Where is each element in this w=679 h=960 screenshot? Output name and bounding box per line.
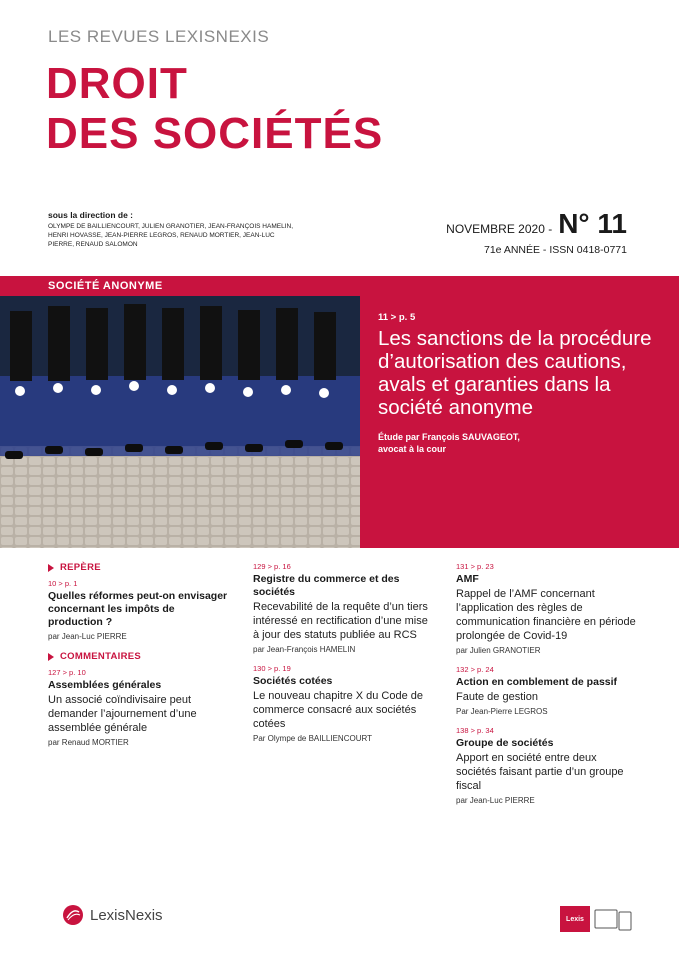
entry-ref: 132 > p. 24: [456, 665, 494, 674]
entry-ref: 127 > p. 10: [48, 668, 86, 677]
issue-number: N° 11: [558, 208, 627, 239]
entry-ref: 129 > p. 16: [253, 562, 291, 571]
toc-column-3: [456, 562, 636, 815]
entry-summary: Un associé coïndivisaire peut demander l’ajournement d’une assemblée générale: [48, 694, 197, 734]
category-commentaires: COMMENTAIRES: [48, 651, 228, 662]
toc-entry[interactable]: [48, 579, 228, 641]
feature-byline: [378, 431, 668, 455]
direction-lead: sous la direction de :: [48, 210, 134, 220]
triangle-icon: [48, 564, 54, 572]
feature-headline: Les sanctions de la procédure d’autorisation des cautions, avals et garanties dans la société anonyme: [378, 327, 652, 419]
entry-author: Par Olympe de BAILLIENCOURT: [253, 734, 373, 743]
issue-info: [446, 208, 627, 256]
entry-summary: Le nouveau chapitre X du Code de commerce consacré aux sociétés cotées: [253, 690, 424, 730]
entry-author: par Jean-François HAMELIN: [253, 645, 356, 654]
toc-entry[interactable]: [253, 562, 433, 654]
toc-entry[interactable]: [456, 665, 636, 716]
entry-title: Sociétés cotées: [253, 675, 333, 687]
toc-entry[interactable]: [48, 668, 228, 747]
entry-summary: Recevabilité de la requête d’un tiers intéressé en rectification d’une mise à jour des statuts publiée au RCS: [253, 601, 428, 641]
logo-text: LexisNexis: [90, 906, 163, 924]
entry-title: AMF: [456, 573, 479, 585]
category-repere: REPÈRE: [48, 562, 228, 573]
entry-author: par Julien GRANOTIER: [456, 646, 541, 655]
entry-summary: Faute de gestion: [456, 691, 538, 703]
toc-entry[interactable]: [456, 726, 636, 805]
entry-ref: 10 > p. 1: [48, 579, 78, 588]
lexis-badge: Lexis: [560, 906, 590, 932]
entry-author: par Jean-Luc PIERRE: [48, 632, 127, 641]
entry-author: par Renaud MORTIER: [48, 738, 129, 747]
entry-author: Par Jean-Pierre LEGROS: [456, 707, 548, 716]
lexisnexis-logo: [62, 904, 163, 926]
entry-title: Groupe de sociétés: [456, 737, 554, 749]
magazine-title-line1: DROIT: [46, 59, 188, 108]
device-badges: [560, 906, 634, 932]
toc-column-2: [253, 562, 433, 753]
entry-summary: Apport en société entre deux sociétés faisant partie d’un groupe fiscal: [456, 752, 624, 792]
triangle-icon: [48, 653, 54, 661]
entry-summary: Rappel de l’AMF concernant l’application des règles de communication financière en période prolongée de Covid-19: [456, 588, 636, 642]
section-label: SOCIÉTÉ ANONYME: [48, 280, 163, 292]
toc-entry[interactable]: [456, 562, 636, 655]
feature-author: Étude par François SAUVAGEOT,: [378, 432, 520, 442]
toc-entry[interactable]: [253, 664, 433, 743]
direction-names: OLYMPE DE BAILLIENCOURT, JULIEN GRANOTIER, JEAN-FRANÇOIS HAMELIN, HENRI HOVASSE, JEAN-PIERRE LEGROS, RENAUD MORTIER, JEAN-LUC PIERRE, RENAUD SALOMON: [48, 223, 294, 248]
entry-title: Quelles réformes peut-on envisager concernant les impôts de production ?: [48, 590, 228, 628]
feature-ref: 11 > p. 5: [378, 312, 416, 323]
editorial-direction: [48, 210, 298, 249]
entry-ref: 131 > p. 23: [456, 562, 494, 571]
entry-ref: 130 > p. 19: [253, 664, 291, 673]
feature-article[interactable]: [378, 312, 668, 455]
entry-ref: 138 > p. 34: [456, 726, 494, 735]
entry-title: Assemblées générales: [48, 679, 162, 691]
devices-icon: [594, 908, 634, 932]
series-name: LES REVUES LEXISNEXIS: [48, 27, 270, 46]
feature-author-role: avocat à la cour: [378, 444, 447, 454]
toc-column-1: [48, 562, 228, 757]
magazine-title-line2: DES SOCIÉTÉS: [46, 109, 384, 158]
entry-author: par Jean-Luc PIERRE: [456, 796, 535, 805]
issue-year-issn: 71e ANNÉE - ISSN 0418-0771: [483, 244, 627, 256]
entry-title: Registre du commerce et des sociétés: [253, 573, 400, 598]
lexisnexis-logo-icon: [62, 904, 84, 926]
cover-photo: [0, 296, 360, 548]
entry-title: Action en comblement de passif: [456, 676, 618, 688]
issue-date: NOVEMBRE 2020 -: [446, 222, 553, 236]
